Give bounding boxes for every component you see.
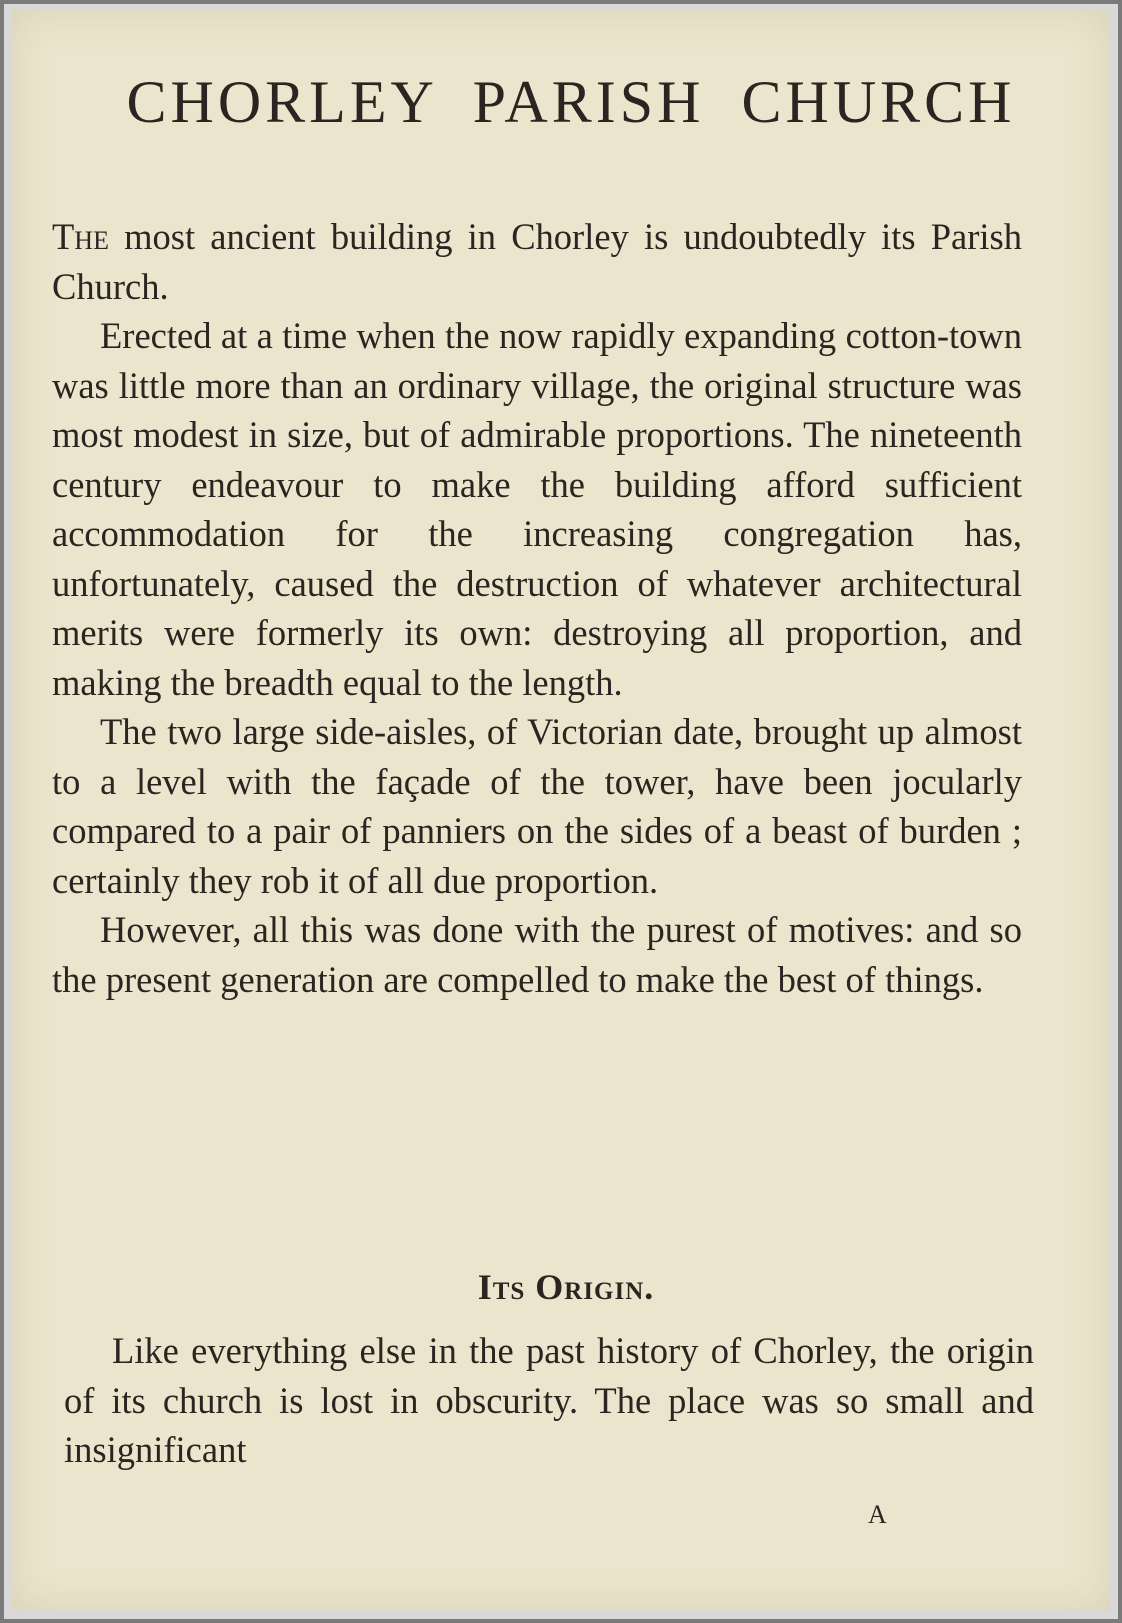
main-text	[52, 212, 1022, 1004]
section-text	[64, 1326, 1034, 1475]
paragraph-1-lead: The	[52, 216, 109, 257]
section-paragraph: Like everything else in the past history of Chorley, the origin of its church is lost in obscurity. The place was so small and insignificant	[64, 1330, 1034, 1470]
paragraph-1	[52, 212, 1022, 311]
paragraph-3: The two large side-aisles, of Victorian date, brought up almost to a level with the façade of the tower, have been jocularly compared to a pair of panniers on the sides of a beast of burden ; certainly they rob it of all due proportion.	[52, 711, 1022, 901]
paragraph-4: However, all this was done with the purest of motives: and so the present generation are compelled to make the best of things.	[52, 909, 1022, 1000]
paragraph-2: Erected at a time when the now rapidly expanding cotton-town was little more than an ordinary village, the original structure was most modest in size, but of admirable proportions. The nineteenth century endeavour to make the building afford sufficient accommodation for the increasing congregation has, unfortunately, caused the destruction of whatever architectural merits were formerly its own: destroying all proportion, and making the breadth equal to the length.	[52, 315, 1022, 703]
paragraph-1-text: most ancient building in Chorley is undoubtedly its Parish Church.	[52, 216, 1022, 307]
book-page	[12, 10, 1110, 1610]
section-heading: Its Origin.	[477, 1267, 655, 1307]
signature-mark: A	[868, 1500, 887, 1529]
page-title: CHORLEY PARISH CHURCH	[126, 69, 1016, 135]
